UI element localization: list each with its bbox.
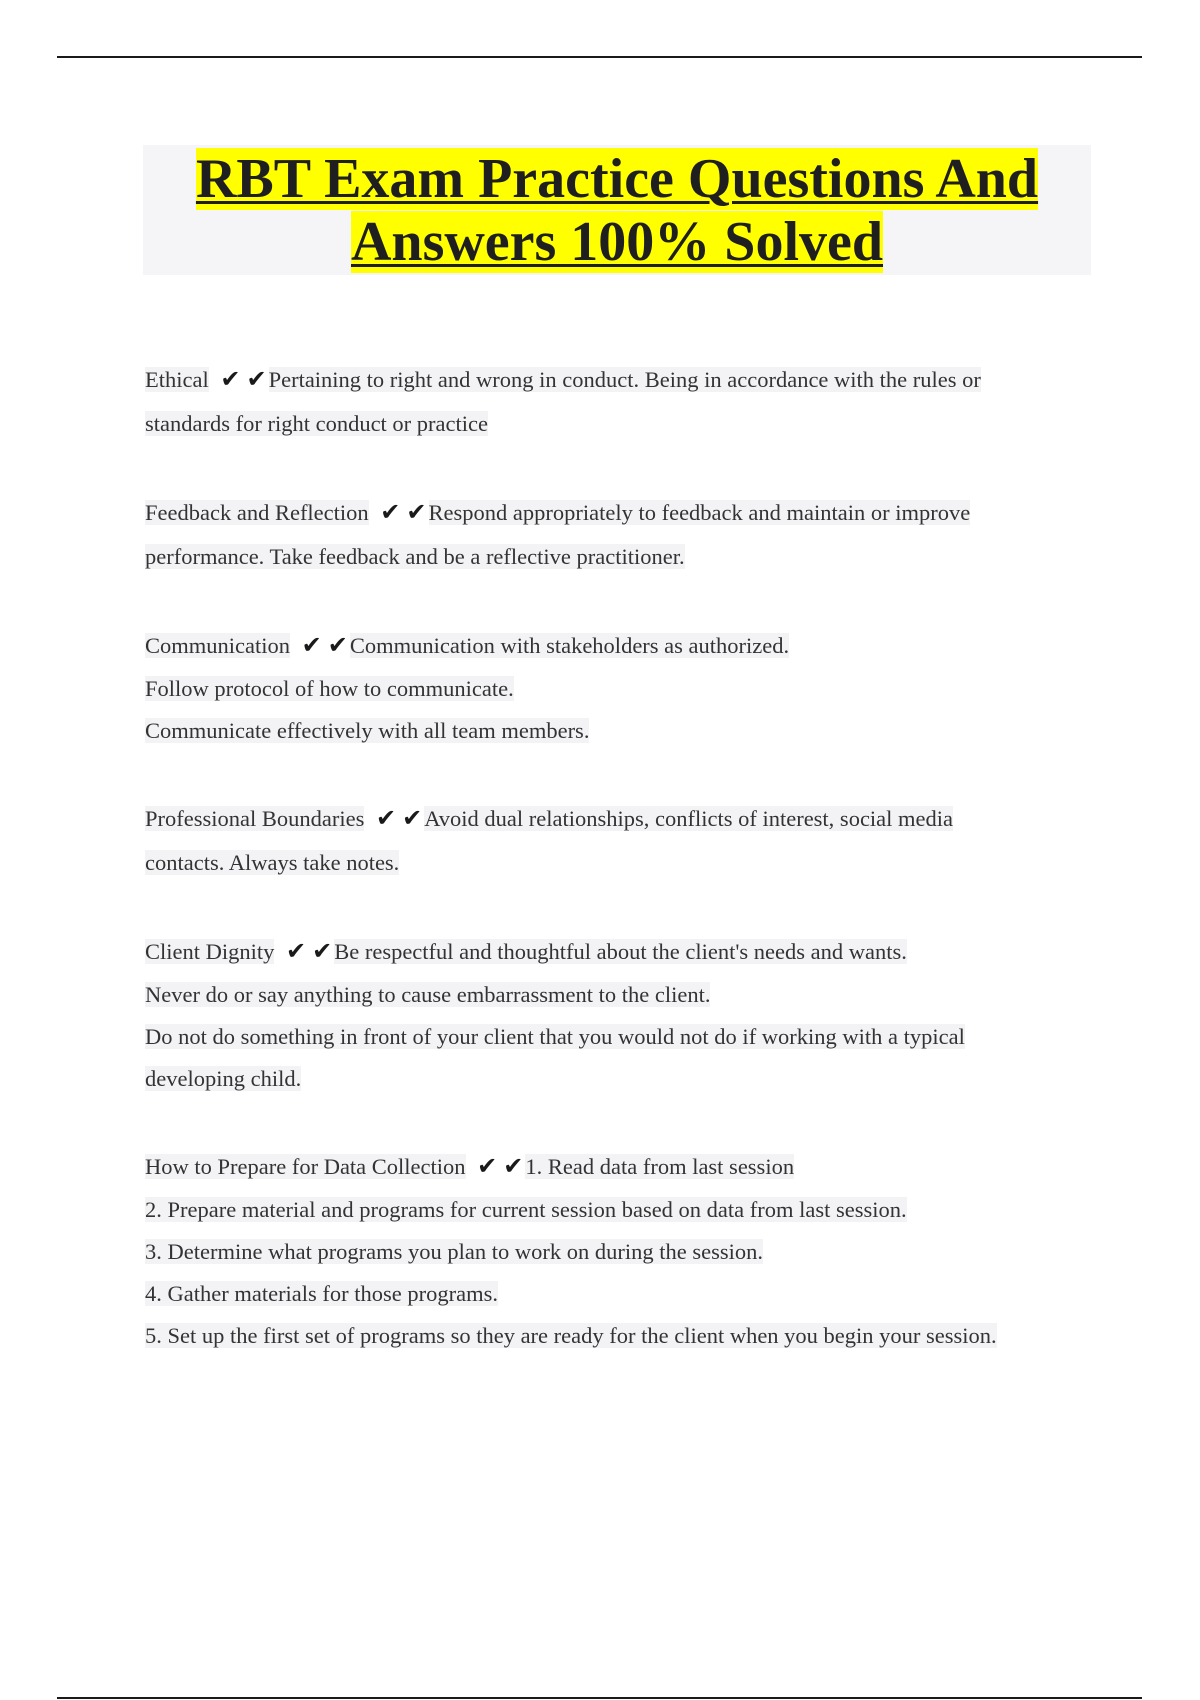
term: Communication [145, 633, 290, 658]
term: Client Dignity [145, 939, 275, 964]
answer-line: Communicate effectively with all team members. [145, 718, 590, 743]
check-icon: ✔ [406, 498, 427, 526]
qa-entry [145, 490, 1095, 579]
answer-line: 4. Gather materials for those programs. [145, 1281, 499, 1306]
term: Ethical [145, 367, 209, 392]
check-icon: ✔ [246, 365, 267, 393]
answer-line: contacts. Always take notes. [145, 850, 400, 875]
term: Feedback and Reflection [145, 500, 369, 525]
check-icon: ✔ [477, 1152, 498, 1180]
qa-entry [145, 623, 1095, 752]
answer-line: Be respectful and thoughtful about the client's needs and wants. [334, 939, 907, 964]
top-divider [57, 56, 1142, 58]
answer-line: 5. Set up the first set of programs so they are ready for the client when you begin your session. [145, 1323, 997, 1348]
answer-line: Avoid dual relationships, conflicts of interest, social media [424, 806, 954, 831]
check-icon: ✔ [301, 631, 322, 659]
qa-entry [145, 1144, 1095, 1357]
bottom-divider [57, 1697, 1142, 1699]
term: How to Prepare for Data Collection [145, 1154, 466, 1179]
answer-line: Respond appropriately to feedback and maintain or improve [428, 500, 971, 525]
check-icon: ✔ [380, 498, 401, 526]
check-icon: ✔ [375, 804, 397, 832]
answer-line: performance. Take feedback and be a reflective practitioner. [145, 544, 685, 569]
check-icon: ✔ [327, 631, 348, 659]
answer-line: Pertaining to right and wrong in conduct. Being in accordance with the rules or [268, 367, 981, 392]
qa-entry [145, 929, 1095, 1100]
answer-line: standards for right conduct or practice [145, 411, 488, 436]
check-icon: ✔ [312, 937, 333, 965]
answer-line: Follow protocol of how to communicate. [145, 676, 514, 701]
answer-line: 1. Read data from last session [525, 1154, 795, 1179]
qa-entry [145, 357, 1095, 446]
qa-entry [145, 796, 1095, 885]
qa-list [145, 357, 1095, 1401]
title-line-2: Answers 100% Solved [350, 211, 884, 273]
answer-line: Communication with stakeholders as authorized. [349, 633, 790, 658]
answer-line: 3. Determine what programs you plan to work on during the session. [145, 1239, 764, 1264]
check-icon: ✔ [220, 365, 241, 393]
term: Professional Boundaries [145, 806, 365, 831]
document-title [143, 148, 1091, 274]
answer-line: developing child. [145, 1066, 302, 1091]
answer-line: 2. Prepare material and programs for current session based on data from last session. [145, 1197, 907, 1222]
check-icon: ✔ [286, 937, 307, 965]
answer-line: Never do or say anything to cause embarrassment to the client. [145, 982, 711, 1007]
answer-line: Do not do something in front of your client that you would not do if working with a typical [145, 1024, 965, 1049]
title-line-1: RBT Exam Practice Questions And [195, 148, 1039, 210]
check-icon: ✔ [402, 804, 423, 832]
check-icon: ✔ [503, 1152, 524, 1180]
